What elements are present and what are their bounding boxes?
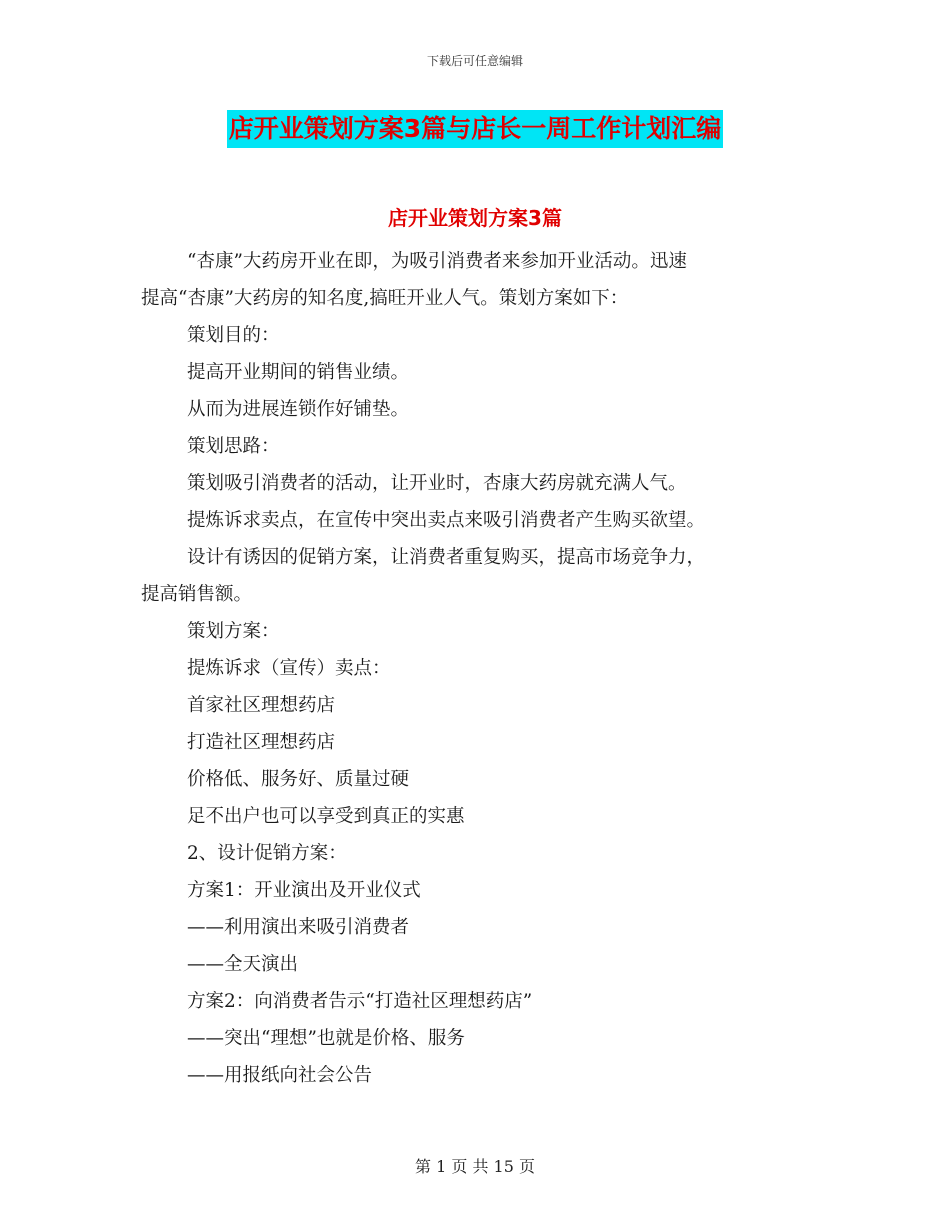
- paragraph: 策划目的：: [187, 325, 280, 346]
- paragraph: ——利用演出来吸引消费者: [187, 917, 410, 938]
- paragraph: 提高销售额。: [141, 584, 253, 605]
- paragraph: “杏康”大药房开业在即，为吸引消费者来参加开业活动。迅速: [187, 251, 687, 272]
- paragraph: 2、设计促销方案：: [187, 843, 347, 864]
- paragraph: 价格低、服务好、质量过硬: [187, 769, 410, 790]
- paragraph: ——全天演出: [187, 954, 299, 975]
- section-title: 店开业策划方案3篇: [388, 206, 562, 230]
- paragraph: ——突出“理想”也就是价格、服务: [187, 1028, 465, 1049]
- paragraph: 提炼诉求卖点，在宣传中突出卖点来吸引消费者产生购买欲望。: [187, 510, 706, 531]
- document-body: [141, 243, 806, 1094]
- paragraph: 提高“杏康”大药房的知名度,搞旺开业人气。策划方案如下：: [141, 288, 629, 309]
- paragraph: 设计有诱因的促销方案，让消费者重复购买，提高市场竞争力，: [187, 547, 706, 568]
- doc-title-container: [0, 110, 950, 148]
- paragraph: 打造社区理想药店: [187, 732, 336, 753]
- paragraph: 策划方案：: [187, 621, 280, 642]
- paragraph: 足不出户也可以享受到真正的实惠: [187, 806, 465, 827]
- paragraph: ——用报纸向社会公告: [187, 1065, 373, 1086]
- page-footer: 第 1 页 共 15 页: [415, 1157, 535, 1176]
- paragraph: 策划思路：: [187, 436, 280, 457]
- header-note: 下载后可任意编辑: [426, 54, 523, 68]
- paragraph: 从而为进展连锁作好铺垫。: [187, 399, 410, 420]
- paragraph: 方案2：向消费者告示“打造社区理想药店”: [187, 991, 533, 1012]
- paragraph: 提高开业期间的销售业绩。: [187, 362, 410, 383]
- paragraph: 策划吸引消费者的活动，让开业时，杏康大药房就充满人气。: [187, 473, 687, 494]
- paragraph: 提炼诉求（宣传）卖点：: [187, 658, 391, 679]
- paragraph: 首家社区理想药店: [187, 695, 336, 716]
- paragraph: 方案1：开业演出及开业仪式: [187, 880, 421, 901]
- doc-title: 店开业策划方案3篇与店长一周工作计划汇编: [227, 110, 723, 148]
